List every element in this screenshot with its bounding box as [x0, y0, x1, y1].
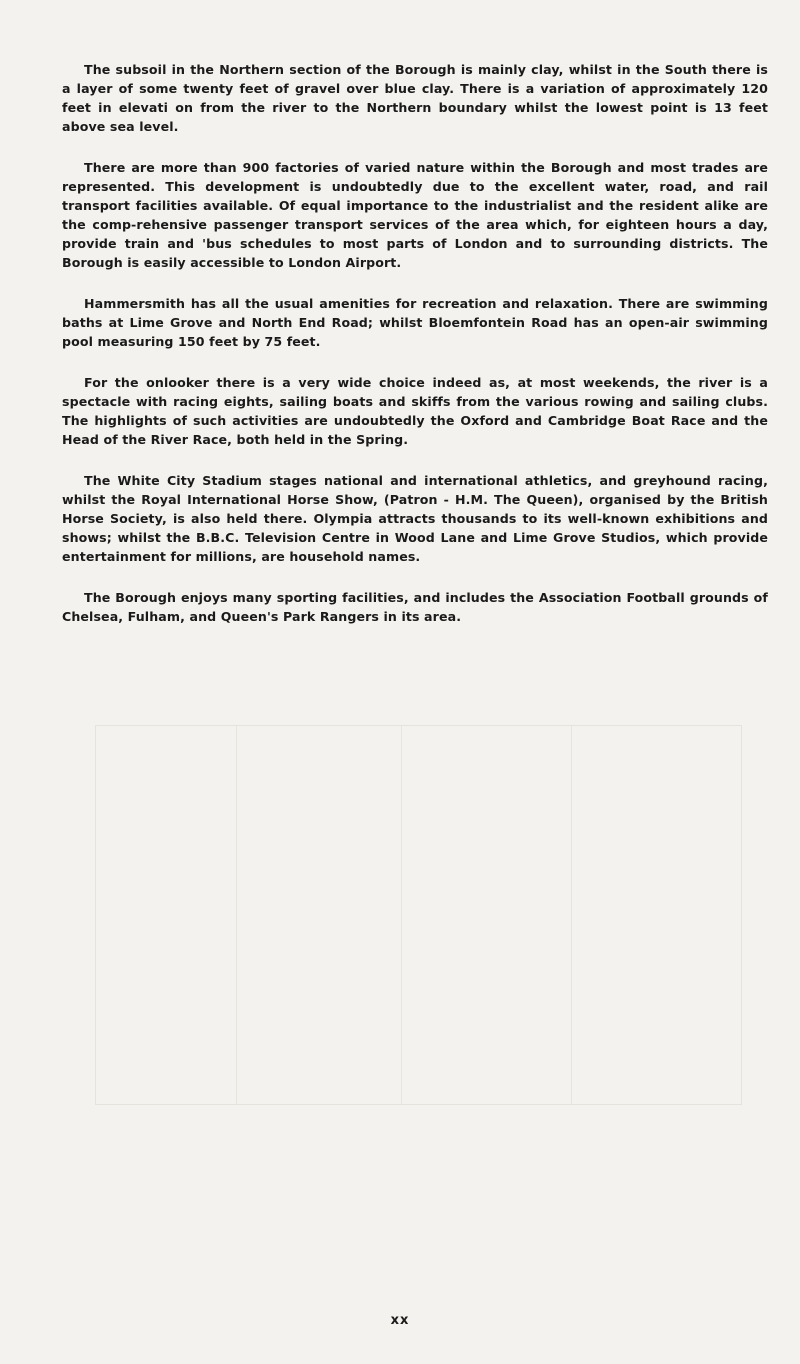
body-text — [62, 60, 768, 648]
show-through-table — [95, 725, 742, 1105]
paragraph-white-city: The White City Stadium stages national and international athletics, and greyhound racing, whilst the Royal International Horse Show, (Patron - H.M. The Queen), organised by the British Horse Society, is also held there. Olympia attracts thousands to its well-known exhibitions and shows; whilst the B.B.C. Television Centre in Wood Lane and Lime Grove Studios, which provide entertainment for millions, are household names. — [62, 473, 768, 564]
page-number: xx — [390, 1313, 410, 1328]
paragraph-subsoil: The subsoil in the Northern section of the Borough is mainly clay, whilst in the South there is a layer of some twenty feet of gravel over blue clay. There is a variation of approximately 120 feet in elevati on from the river to the Northern boundary whilst the lowest point is 13 feet above sea level. — [62, 62, 768, 134]
paragraph-factories: There are more than 900 factories of varied nature within the Borough and most trades are represented. This development is undoubtedly due to the excellent water, road, and rail transport facilities available. Of equal importance to the industrialist and the resident alike are the comp-rehensive passenger transport services of the area which, for eighteen hours a day, provide train and 'bus schedules to most parts of London and to surrounding districts. The Borough is easily accessible to London Airport. — [62, 160, 768, 270]
paragraph-sporting: The Borough enjoys many sporting facilities, and includes the Association Football grounds of Chelsea, Fulham, and Queen's Park Rangers in its area. — [62, 590, 768, 624]
paragraph-river: For the onlooker there is a very wide choice indeed as, at most weekends, the river is a spectacle with racing eights, sailing boats and skiffs from the various rowing and sailing clubs. The highlights of such activities are undoubtedly the Oxford and Cambridge Boat Race and the Head of the River Race, both held in the Spring. — [62, 375, 768, 447]
paragraph-amenities: Hammersmith has all the usual amenities for recreation and relaxation. There are swimming baths at Lime Grove and North End Road; whilst Bloemfontein Road has an open-air swimming pool measuring 150 feet by 75 feet. — [62, 296, 768, 349]
